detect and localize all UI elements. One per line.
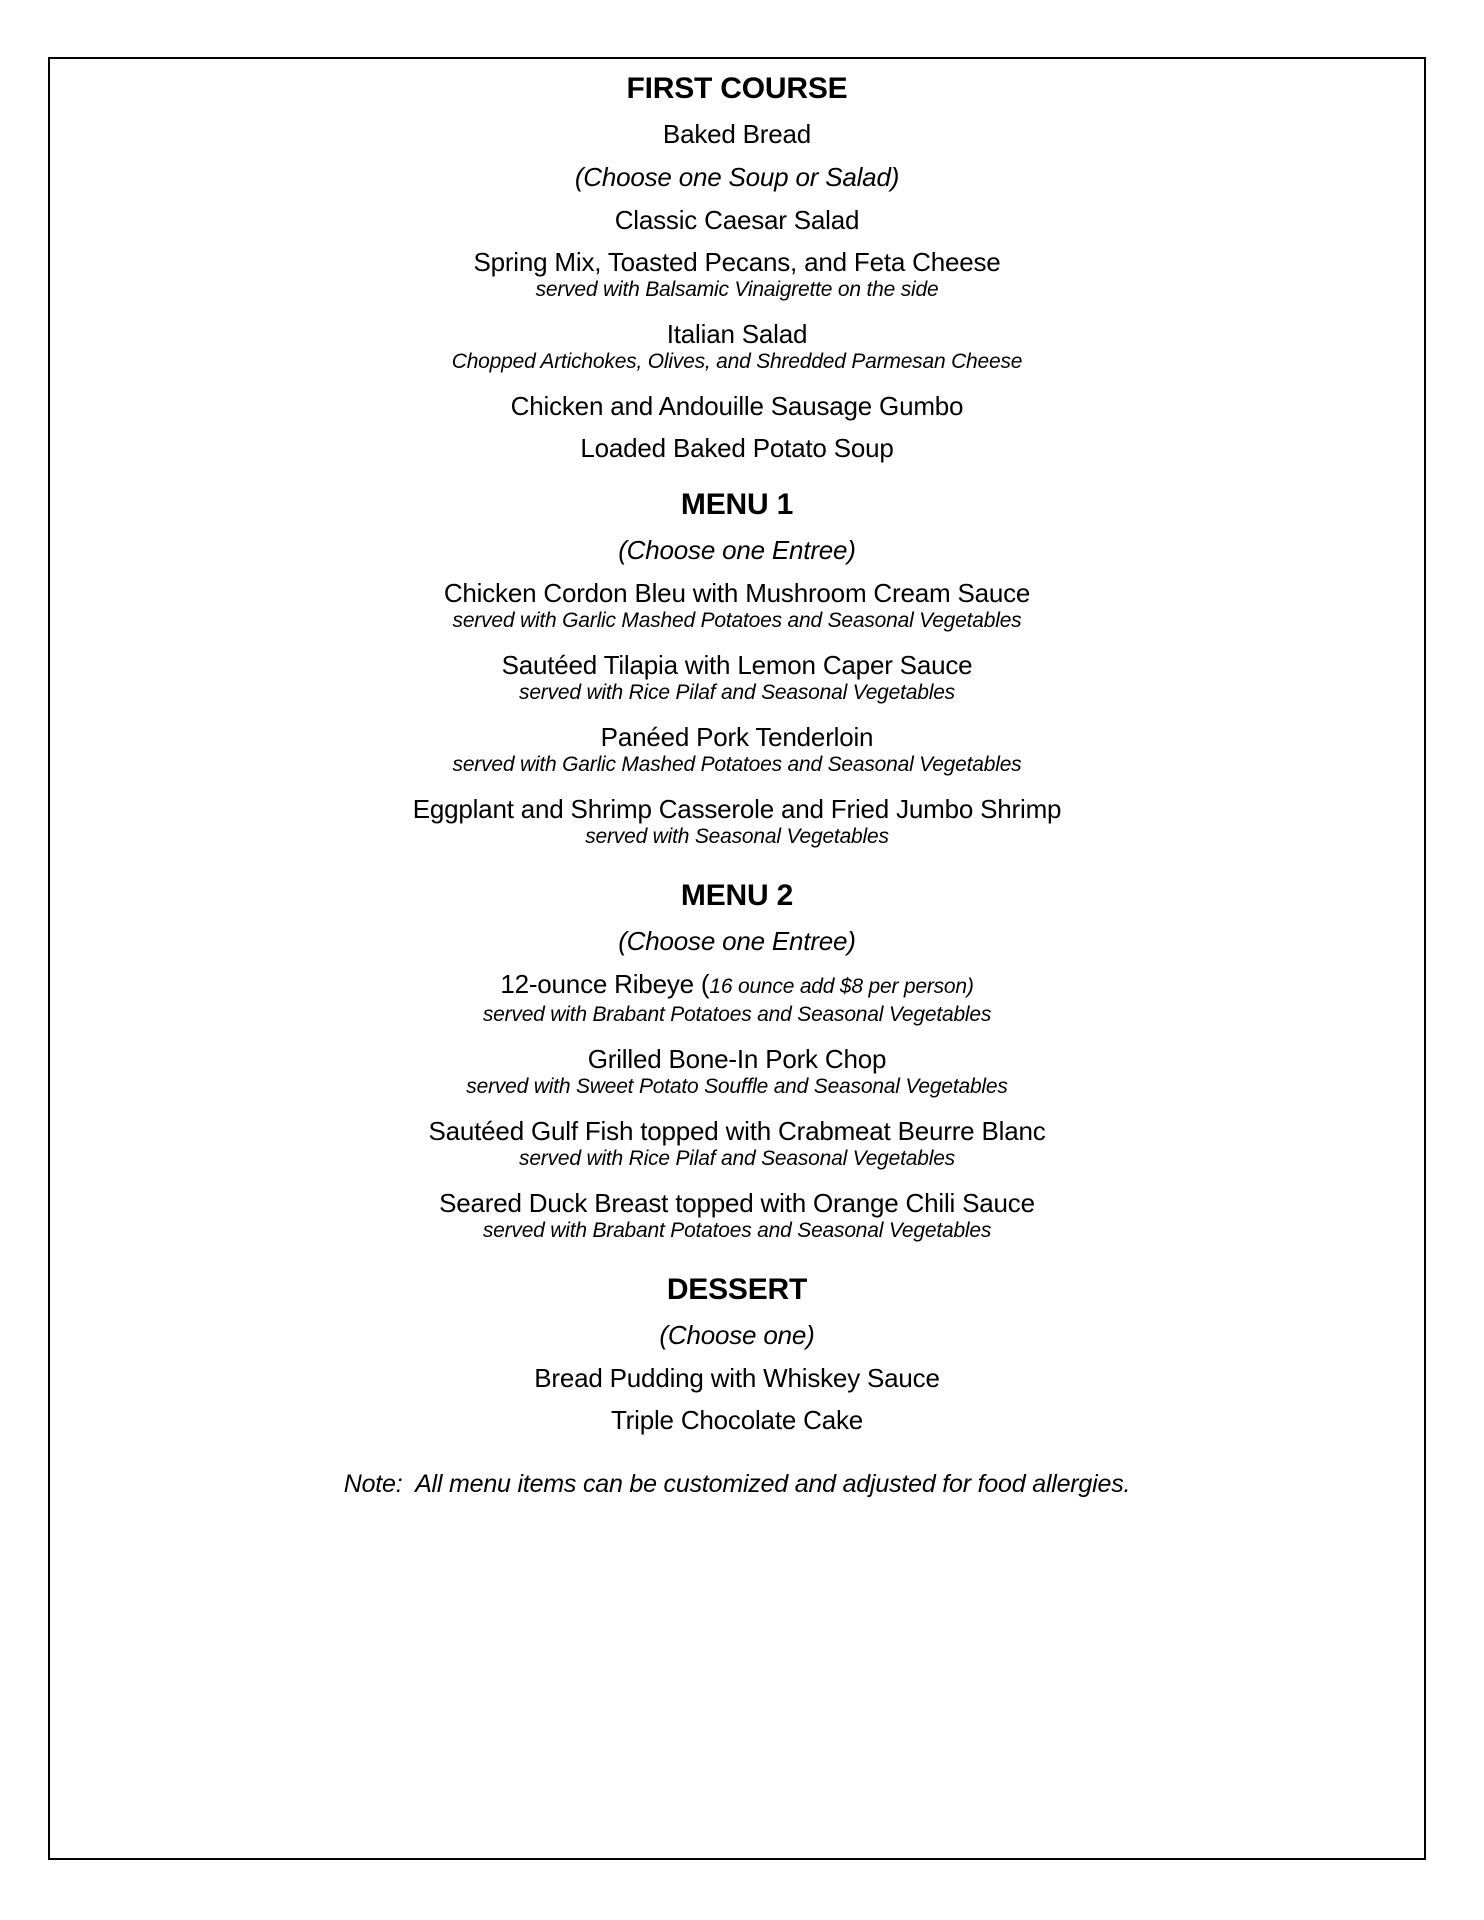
menu-item-desc: served with Rice Pilaf and Seasonal Vegetables: [519, 681, 955, 704]
menu-item: [50, 1357, 1424, 1399]
menu-item-price-note: 16 ounce add $8 per person): [709, 975, 974, 998]
menu-item-name: Sautéed Gulf Fish topped with Crabmeat Beurre Blanc: [428, 1116, 1046, 1146]
menu-item-name: Baked Bread: [662, 119, 812, 149]
menu-item-desc: served with Seasonal Vegetables: [585, 825, 889, 848]
menu-item-desc: served with Balsamic Vinaigrette on the side: [535, 278, 939, 301]
section-first-course: [50, 69, 1424, 469]
menu-item-desc: Chopped Artichokes, Olives, and Shredded Parmesan Cheese: [451, 350, 1023, 373]
section-menu-2: [50, 876, 1424, 1254]
choose-instruction: (Choose one Entree): [618, 535, 856, 565]
menu-item-name: Grilled Bone-In Pork Chop: [587, 1044, 887, 1074]
menu-item-name: Triple Chocolate Cake: [610, 1405, 864, 1435]
section-dessert: [50, 1270, 1424, 1441]
menu-item: [50, 241, 1424, 313]
choose-instruction: (Choose one): [659, 1320, 815, 1350]
menu-item: [50, 788, 1424, 860]
menu-item-name: Sautéed Tilapia with Lemon Caper Sauce: [501, 650, 973, 680]
menu-item-desc: served with Brabant Potatoes and Seasonal Vegetables: [482, 1219, 992, 1242]
allergy-note: Note: All menu items can be customized and adjusted for food allergies.: [343, 1470, 1131, 1498]
section-title: MENU 1: [680, 488, 794, 521]
section-title: MENU 2: [680, 879, 794, 912]
menu-item-name: Classic Caesar Salad: [614, 205, 860, 235]
menu-item: [50, 716, 1424, 788]
menu-item-name: Bread Pudding with Whiskey Sauce: [534, 1363, 940, 1393]
menu-item: [50, 963, 1424, 1038]
menu-item: [50, 313, 1424, 385]
menu-item-name: Seared Duck Breast topped with Orange Chili Sauce: [439, 1188, 1035, 1218]
section-title: FIRST COURSE: [626, 72, 848, 105]
menu-item-name: Chicken and Andouille Sausage Gumbo: [510, 391, 964, 421]
choose-instruction: (Choose one Soup or Salad): [574, 162, 900, 192]
section-menu-1: [50, 485, 1424, 860]
menu-item-name: Chicken Cordon Bleu with Mushroom Cream Sauce: [443, 578, 1031, 608]
menu-item-desc: served with Garlic Mashed Potatoes and Seasonal Vegetables: [452, 609, 1022, 632]
menu-item-name: Eggplant and Shrimp Casserole and Fried Jumbo Shrimp: [412, 794, 1062, 824]
menu-item-desc: served with Brabant Potatoes and Seasonal Vegetables: [482, 1003, 992, 1026]
menu-item-name: Spring Mix, Toasted Pecans, and Feta Cheese: [473, 247, 1001, 277]
menu-item: [50, 644, 1424, 716]
menu-item-desc: served with Sweet Potato Souffle and Seasonal Vegetables: [466, 1075, 1008, 1098]
menu-item: [50, 1182, 1424, 1254]
page-border: [48, 57, 1426, 1860]
section-title: DESSERT: [666, 1273, 808, 1306]
menu-item: [50, 427, 1424, 469]
menu-item: [50, 1399, 1424, 1441]
menu-item-name: Panéed Pork Tenderloin: [600, 722, 874, 752]
menu-item-desc: served with Rice Pilaf and Seasonal Vegetables: [519, 1147, 955, 1170]
menu-document: [50, 59, 1424, 1507]
menu-item: [50, 1038, 1424, 1110]
menu-item: [50, 199, 1424, 241]
menu-item-name: Loaded Baked Potato Soup: [580, 433, 894, 463]
menu-item: [50, 385, 1424, 427]
menu-item-desc: served with Garlic Mashed Potatoes and Seasonal Vegetables: [452, 753, 1022, 776]
menu-item-name: Italian Salad: [666, 319, 808, 349]
menu-item: [50, 1110, 1424, 1182]
choose-instruction: (Choose one Entree): [618, 926, 856, 956]
menu-item-name-main: 12-ounce Ribeye (: [500, 969, 710, 999]
menu-item: [50, 572, 1424, 644]
